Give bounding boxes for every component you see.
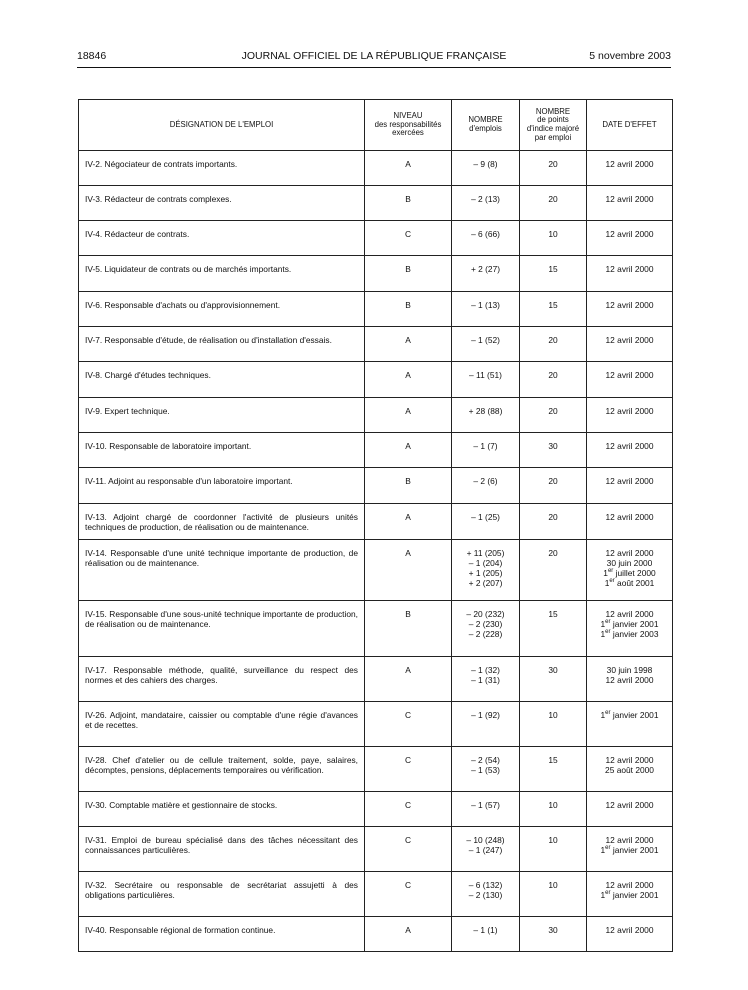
cell-points: 15 — [520, 601, 587, 657]
cell-nombre: – 2 (13) — [452, 186, 520, 221]
cell-designation: IV-11. Adjoint au responsable d'un laboratoire important. — [79, 468, 365, 504]
col-header-nombre: NOMBRE d'emplois — [452, 100, 520, 151]
cell-date: 12 avril 2000 30 juin 2000 1er juillet 2000 1er août 2001 — [587, 540, 673, 601]
cell-date: 12 avril 2000 — [587, 792, 673, 827]
cell-points: 20 — [520, 540, 587, 601]
page-number: 18846 — [77, 50, 107, 62]
cell-nombre: – 20 (232) – 2 (230) – 2 (228) — [452, 601, 520, 657]
table-row — [79, 747, 673, 792]
col-header-designation: DÉSIGNATION DE L'EMPLOI — [79, 100, 365, 151]
cell-niveau: A — [365, 504, 452, 540]
table-row — [79, 256, 673, 292]
table-body — [79, 151, 673, 952]
col-header-date: DATE D'EFFET — [587, 100, 673, 151]
cell-nombre: – 1 (52) — [452, 327, 520, 362]
cell-nombre: – 1 (1) — [452, 917, 520, 952]
cell-nombre: – 1 (32) – 1 (31) — [452, 657, 520, 702]
cell-nombre: – 2 (6) — [452, 468, 520, 504]
cell-nombre: – 6 (132) – 2 (130) — [452, 872, 520, 917]
cell-niveau: C — [365, 747, 452, 792]
cell-niveau: B — [365, 601, 452, 657]
cell-date: 12 avril 2000 1er janvier 2001 1er janvier 2003 — [587, 601, 673, 657]
cell-nombre: + 28 (88) — [452, 398, 520, 433]
publication-date: 5 novembre 2003 — [589, 50, 671, 62]
cell-points: 10 — [520, 872, 587, 917]
cell-designation: IV-4. Rédacteur de contrats. — [79, 221, 365, 256]
cell-niveau: C — [365, 792, 452, 827]
cell-date: 12 avril 2000 — [587, 917, 673, 952]
cell-designation: IV-26. Adjoint, mandataire, caissier ou comptable d'une régie d'avances et de recettes. — [79, 702, 365, 747]
cell-points: 20 — [520, 362, 587, 398]
cell-designation: IV-13. Adjoint chargé de coordonner l'activité de plusieurs unités techniques de production, de réalisation ou de maintenance. — [79, 504, 365, 540]
cell-designation: IV-32. Secrétaire ou responsable de secrétariat assujetti à des obligations particulières. — [79, 872, 365, 917]
cell-points: 20 — [520, 468, 587, 504]
cell-niveau: A — [365, 398, 452, 433]
cell-nombre: – 1 (92) — [452, 702, 520, 747]
cell-designation: IV-6. Responsable d'achats ou d'approvisionnement. — [79, 292, 365, 327]
table-row — [79, 657, 673, 702]
cell-date: 12 avril 2000 1er janvier 2001 — [587, 827, 673, 872]
col-header-points: NOMBRE de points d'indice majoré par emploi — [520, 100, 587, 151]
cell-points: 20 — [520, 398, 587, 433]
table-row — [79, 362, 673, 398]
table-row — [79, 917, 673, 952]
cell-date: 12 avril 2000 — [587, 186, 673, 221]
cell-date: 1er janvier 2001 — [587, 702, 673, 747]
table-row — [79, 221, 673, 256]
cell-designation: IV-10. Responsable de laboratoire important. — [79, 433, 365, 468]
cell-niveau: A — [365, 433, 452, 468]
cell-nombre: – 2 (54) – 1 (53) — [452, 747, 520, 792]
cell-niveau: A — [365, 362, 452, 398]
cell-designation: IV-3. Rédacteur de contrats complexes. — [79, 186, 365, 221]
table-row — [79, 151, 673, 186]
cell-nombre: – 1 (25) — [452, 504, 520, 540]
cell-points: 15 — [520, 256, 587, 292]
cell-date: 12 avril 2000 — [587, 292, 673, 327]
cell-points: 10 — [520, 702, 587, 747]
cell-designation: IV-8. Chargé d'études techniques. — [79, 362, 365, 398]
cell-nombre: – 10 (248) – 1 (247) — [452, 827, 520, 872]
journal-title: JOURNAL OFFICIEL DE LA RÉPUBLIQUE FRANÇAISE — [241, 50, 507, 62]
cell-points: 10 — [520, 827, 587, 872]
cell-niveau: A — [365, 327, 452, 362]
cell-designation: IV-14. Responsable d'une unité technique importante de production, de réalisation ou de maintenance. — [79, 540, 365, 601]
page-header — [77, 50, 671, 66]
cell-niveau: A — [365, 540, 452, 601]
cell-nombre: – 1 (57) — [452, 792, 520, 827]
cell-points: 10 — [520, 792, 587, 827]
cell-nombre: – 1 (7) — [452, 433, 520, 468]
cell-points: 15 — [520, 747, 587, 792]
cell-points: 20 — [520, 504, 587, 540]
cell-points: 30 — [520, 917, 587, 952]
cell-date: 30 juin 1998 12 avril 2000 — [587, 657, 673, 702]
cell-designation: IV-5. Liquidateur de contrats ou de marchés importants. — [79, 256, 365, 292]
cell-designation: IV-15. Responsable d'une sous-unité technique importante de production, de réalisation ou de maintenance. — [79, 601, 365, 657]
cell-niveau: B — [365, 186, 452, 221]
cell-nombre: – 1 (13) — [452, 292, 520, 327]
cell-designation: IV-17. Responsable méthode, qualité, surveillance du respect des normes et des cahiers des charges. — [79, 657, 365, 702]
table-row — [79, 398, 673, 433]
employment-table — [78, 99, 673, 952]
cell-date: 12 avril 2000 — [587, 362, 673, 398]
cell-date: 12 avril 2000 — [587, 327, 673, 362]
cell-points: 20 — [520, 151, 587, 186]
cell-points: 20 — [520, 186, 587, 221]
cell-designation: IV-28. Chef d'atelier ou de cellule traitement, solde, paye, salaires, décomptes, pensions, déplacements temporaires ou vérification. — [79, 747, 365, 792]
table-row — [79, 827, 673, 872]
table-row — [79, 702, 673, 747]
table-row — [79, 292, 673, 327]
cell-designation: IV-9. Expert technique. — [79, 398, 365, 433]
cell-date: 12 avril 2000 — [587, 151, 673, 186]
cell-points: 20 — [520, 327, 587, 362]
cell-niveau: C — [365, 827, 452, 872]
cell-niveau: B — [365, 256, 452, 292]
table-row — [79, 468, 673, 504]
cell-designation: IV-31. Emploi de bureau spécialisé dans des tâches nécessitant des connaissances particulières. — [79, 827, 365, 872]
cell-points: 30 — [520, 433, 587, 468]
cell-points: 10 — [520, 221, 587, 256]
cell-nombre: – 11 (51) — [452, 362, 520, 398]
table-row — [79, 186, 673, 221]
col-header-niveau: NIVEAU des responsabilités exercées — [365, 100, 452, 151]
cell-designation: IV-2. Négociateur de contrats importants. — [79, 151, 365, 186]
cell-date: 12 avril 2000 — [587, 468, 673, 504]
cell-points: 15 — [520, 292, 587, 327]
cell-niveau: B — [365, 292, 452, 327]
table-header-row — [79, 100, 673, 151]
table-row — [79, 327, 673, 362]
cell-nombre: – 6 (66) — [452, 221, 520, 256]
cell-date: 12 avril 2000 — [587, 504, 673, 540]
cell-designation: IV-7. Responsable d'étude, de réalisation ou d'installation d'essais. — [79, 327, 365, 362]
cell-nombre: – 9 (8) — [452, 151, 520, 186]
cell-nombre: + 2 (27) — [452, 256, 520, 292]
cell-niveau: C — [365, 872, 452, 917]
cell-niveau: A — [365, 151, 452, 186]
cell-points: 30 — [520, 657, 587, 702]
table-row — [79, 601, 673, 657]
cell-date: 12 avril 2000 25 août 2000 — [587, 747, 673, 792]
cell-niveau: A — [365, 657, 452, 702]
cell-niveau: C — [365, 702, 452, 747]
table-row — [79, 872, 673, 917]
cell-niveau: B — [365, 468, 452, 504]
table-row — [79, 433, 673, 468]
cell-designation: IV-30. Comptable matière et gestionnaire de stocks. — [79, 792, 365, 827]
cell-nombre: + 11 (205) – 1 (204) + 1 (205) + 2 (207) — [452, 540, 520, 601]
cell-niveau: C — [365, 221, 452, 256]
cell-designation: IV-40. Responsable régional de formation continue. — [79, 917, 365, 952]
table-row — [79, 540, 673, 601]
cell-date: 12 avril 2000 — [587, 221, 673, 256]
table-row — [79, 504, 673, 540]
table-row — [79, 792, 673, 827]
cell-niveau: A — [365, 917, 452, 952]
cell-date: 12 avril 2000 — [587, 398, 673, 433]
cell-date: 12 avril 2000 1er janvier 2001 — [587, 872, 673, 917]
cell-date: 12 avril 2000 — [587, 256, 673, 292]
header-rule — [77, 67, 671, 68]
cell-date: 12 avril 2000 — [587, 433, 673, 468]
